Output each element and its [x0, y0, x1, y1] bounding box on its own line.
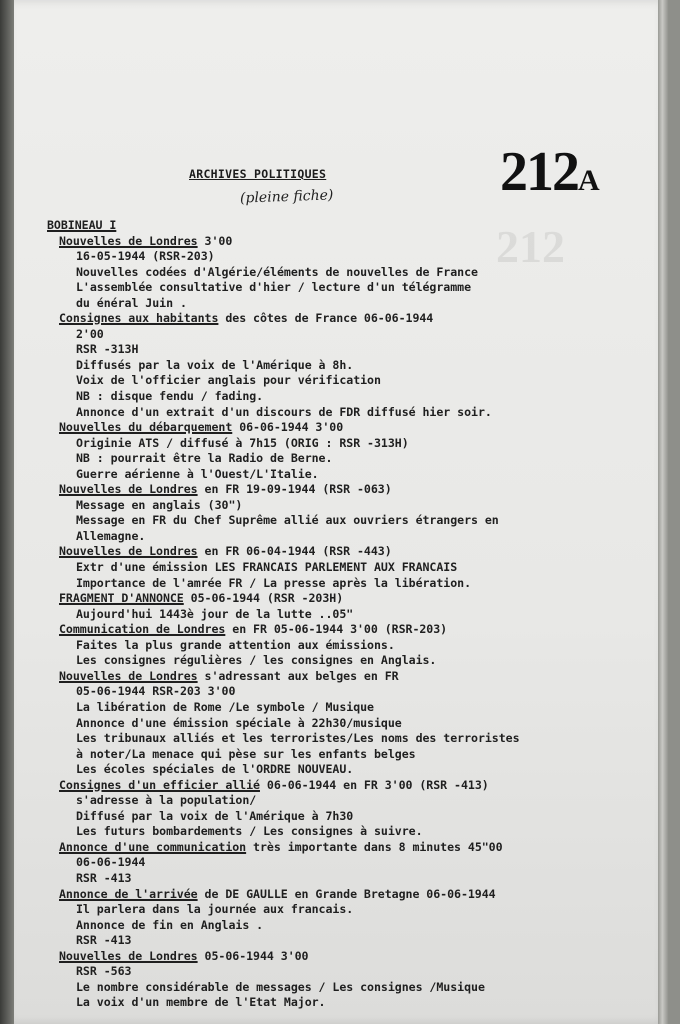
entry-text-line: [47, 405, 607, 421]
entry-text-line: [47, 529, 607, 545]
underlined-heading: Consignes aux habitants: [59, 311, 219, 326]
underlined-heading: Consignes d'un efficier allié: [59, 777, 260, 792]
line-text: Annonce d'une émission spéciale à 22h30/musique: [76, 715, 402, 730]
line-text: Le nombre considérable de messages / Les consignes /Musique: [76, 979, 485, 994]
line-text: RSR -413: [76, 933, 132, 948]
line-text: s'adressant aux belges en FR: [197, 668, 399, 683]
entry-text-line: [47, 327, 607, 343]
line-text: Allemagne.: [76, 528, 146, 543]
entry-heading-line: [47, 544, 607, 560]
entry-heading-line: [47, 840, 607, 856]
line-text: Guerre aérienne à l'Ouest/L'Italie.: [76, 466, 319, 481]
page-number-stamp: [500, 140, 600, 204]
entry-text-line: [47, 436, 607, 452]
line-text: 05-06-1944 RSR-203 3'00: [76, 684, 236, 699]
underlined-heading: FRAGMENT D'ANNONCE: [59, 591, 184, 606]
line-text: Les consignes régulières / les consignes en Anglais.: [76, 653, 437, 668]
line-text: à noter/La menace qui pèse sur les enfants belges: [76, 746, 416, 761]
line-text: NB : pourrait être la Radio de Berne.: [76, 451, 333, 466]
entry-text-line: [47, 280, 607, 296]
line-text: RSR -563: [76, 964, 132, 979]
handwritten-note: (pleine fiche): [239, 187, 334, 207]
line-text: très importante dans 8 minutes 45"00: [246, 839, 503, 854]
line-text: Il parlera dans la journée aux francais.: [76, 902, 354, 917]
entry-text-line: [47, 389, 607, 405]
line-text: Extr d'une émission LES FRANCAIS PARLEMENT AUX FRANCAIS: [76, 560, 458, 575]
underlined-heading: BOBINEAU I: [47, 218, 117, 232]
entry-heading-line: [47, 234, 607, 250]
entry-text-line: [47, 762, 607, 778]
entry-text-line: [47, 684, 607, 700]
entry-heading-line: [47, 482, 607, 498]
entry-heading-line: [47, 887, 607, 903]
line-text: Message en FR du Chef Suprême allié aux ouvriers étrangers en: [76, 513, 499, 528]
underlined-heading: Annonce de l'arrivée: [59, 886, 198, 901]
line-text: Aujourd'hui 1443è jour de la lutte ..05": [76, 606, 354, 621]
entry-text-line: [47, 296, 607, 312]
entry-heading-line: [47, 591, 607, 607]
line-text: Les écoles spéciales de l'ORDRE NOUVEAU.: [76, 762, 354, 777]
entry-text-line: [47, 638, 607, 654]
line-text: Importance de l'amrée FR / La presse après la libération.: [76, 575, 472, 590]
line-text: des côtes de France 06-06-1944: [218, 311, 434, 326]
entry-text-line: [47, 871, 607, 887]
entry-text-line: [47, 731, 607, 747]
page-number: 212: [500, 141, 578, 203]
entry-text-line: [47, 980, 607, 996]
entry-text-line: [47, 653, 607, 669]
underlined-heading: Communication de Londres: [59, 622, 226, 637]
underlined-heading: Nouvelles de Londres: [59, 233, 198, 248]
entry-text-line: [47, 700, 607, 716]
line-text: Annonce de fin en Anglais .: [76, 917, 264, 932]
entry-text-line: [47, 358, 607, 374]
line-text: NB : disque fendu / fading.: [76, 389, 264, 404]
entry-heading-line: [47, 420, 607, 436]
entry-text-line: [47, 747, 607, 763]
page-edge: [658, 0, 669, 1024]
line-text: Annonce d'un extrait d'un discours de FDR diffusé hier soir.: [76, 404, 492, 419]
line-text: Les futurs bombardements / Les consignes à suivre.: [76, 824, 423, 839]
line-text: 16-05-1944 (RSR-203): [76, 249, 215, 264]
entry-text-line: [47, 809, 607, 825]
entry-text-line: [47, 964, 607, 980]
entry-text-line: [47, 498, 607, 514]
entry-heading-line: [47, 778, 607, 794]
line-text: en FR 05-06-1944 3'00 (RSR-203): [225, 622, 448, 637]
line-text: Faites la plus grande attention aux émissions.: [76, 637, 395, 652]
entry-heading-line: [47, 218, 607, 234]
line-text: 05-06-1944 3'00: [197, 948, 309, 963]
line-text: en FR 06-04-1944 (RSR -443): [197, 544, 392, 559]
entry-text-line: [47, 855, 607, 871]
line-text: Nouvelles codées d'Algérie/éléments de nouvelles de France: [76, 264, 478, 279]
entry-text-line: [47, 342, 607, 358]
underlined-heading: Nouvelles du débarquement: [59, 420, 233, 435]
line-text: RSR -313H: [76, 342, 139, 357]
entry-text-line: [47, 933, 607, 949]
line-text: 2'00: [76, 326, 104, 341]
bleed-through-number: 212: [496, 221, 565, 272]
entry-text-line: [47, 513, 607, 529]
entry-text-line: [47, 995, 607, 1011]
line-text: Originie ATS / diffusé à 7h15 (ORIG : RSR -313H): [76, 435, 409, 450]
entry-text-line: [47, 902, 607, 918]
line-text: s'adresse à la population/: [76, 793, 257, 808]
line-text: Diffusé par la voix de l'Amérique à 7h30: [76, 808, 354, 823]
book-binding: [0, 0, 14, 1024]
entry-text-line: [47, 467, 607, 483]
page-number-suffix: A: [578, 164, 600, 197]
line-text: 06-06-1944: [76, 855, 146, 870]
entry-heading-line: [47, 949, 607, 965]
entry-heading-line: [47, 311, 607, 327]
line-text: en FR 19-09-1944 (RSR -063): [197, 482, 392, 497]
entry-text-line: [47, 918, 607, 934]
line-text: de DE GAULLE en Grande Bretagne 06-06-1944: [197, 886, 496, 901]
line-text: 3'00: [197, 233, 233, 248]
entry-text-line: [47, 451, 607, 467]
line-text: 05-06-1944 (RSR -203H): [183, 591, 344, 606]
line-text: La libération de Rome /Le symbole / Musique: [76, 699, 374, 714]
underlined-heading: Nouvelles de Londres: [59, 668, 198, 683]
entry-text-line: [47, 373, 607, 389]
entry-text-line: [47, 607, 607, 623]
entry-text-line: [47, 793, 607, 809]
entry-text-line: [47, 560, 607, 576]
underlined-heading: Annonce d'une communication: [59, 839, 247, 854]
entry-heading-line: [47, 622, 607, 638]
entry-text-line: [47, 249, 607, 265]
line-text: Message en anglais (30"): [76, 497, 243, 512]
entry-text-line: [47, 716, 607, 732]
underlined-heading: Nouvelles de Londres: [59, 544, 198, 559]
underlined-heading: Nouvelles de Londres: [59, 482, 198, 497]
entry-text-line: [47, 576, 607, 592]
line-text: Les tribunaux alliés et les terroristes/Les noms des terroristes: [76, 731, 520, 746]
document-body: [47, 218, 607, 1011]
document-header: ARCHIVES POLITIQUES: [189, 167, 327, 181]
entry-text-line: [47, 824, 607, 840]
line-text: du énéral Juin .: [76, 295, 187, 310]
entry-text-line: [47, 265, 607, 281]
line-text: RSR -413: [76, 870, 132, 885]
line-text: Diffusés par la voix de l'Amérique à 8h.: [76, 357, 354, 372]
line-text: La voix d'un membre de l'Etat Major.: [76, 995, 326, 1010]
line-text: Voix de l'officier anglais pour vérification: [76, 373, 381, 388]
entry-heading-line: [47, 669, 607, 685]
line-text: 06-06-1944 3'00: [232, 420, 344, 435]
line-text: 06-06-1944 en FR 3'00 (RSR -413): [259, 777, 489, 792]
line-text: L'assemblée consultative d'hier / lecture d'un télégramme: [76, 280, 472, 295]
underlined-heading: Nouvelles de Londres: [59, 948, 198, 963]
